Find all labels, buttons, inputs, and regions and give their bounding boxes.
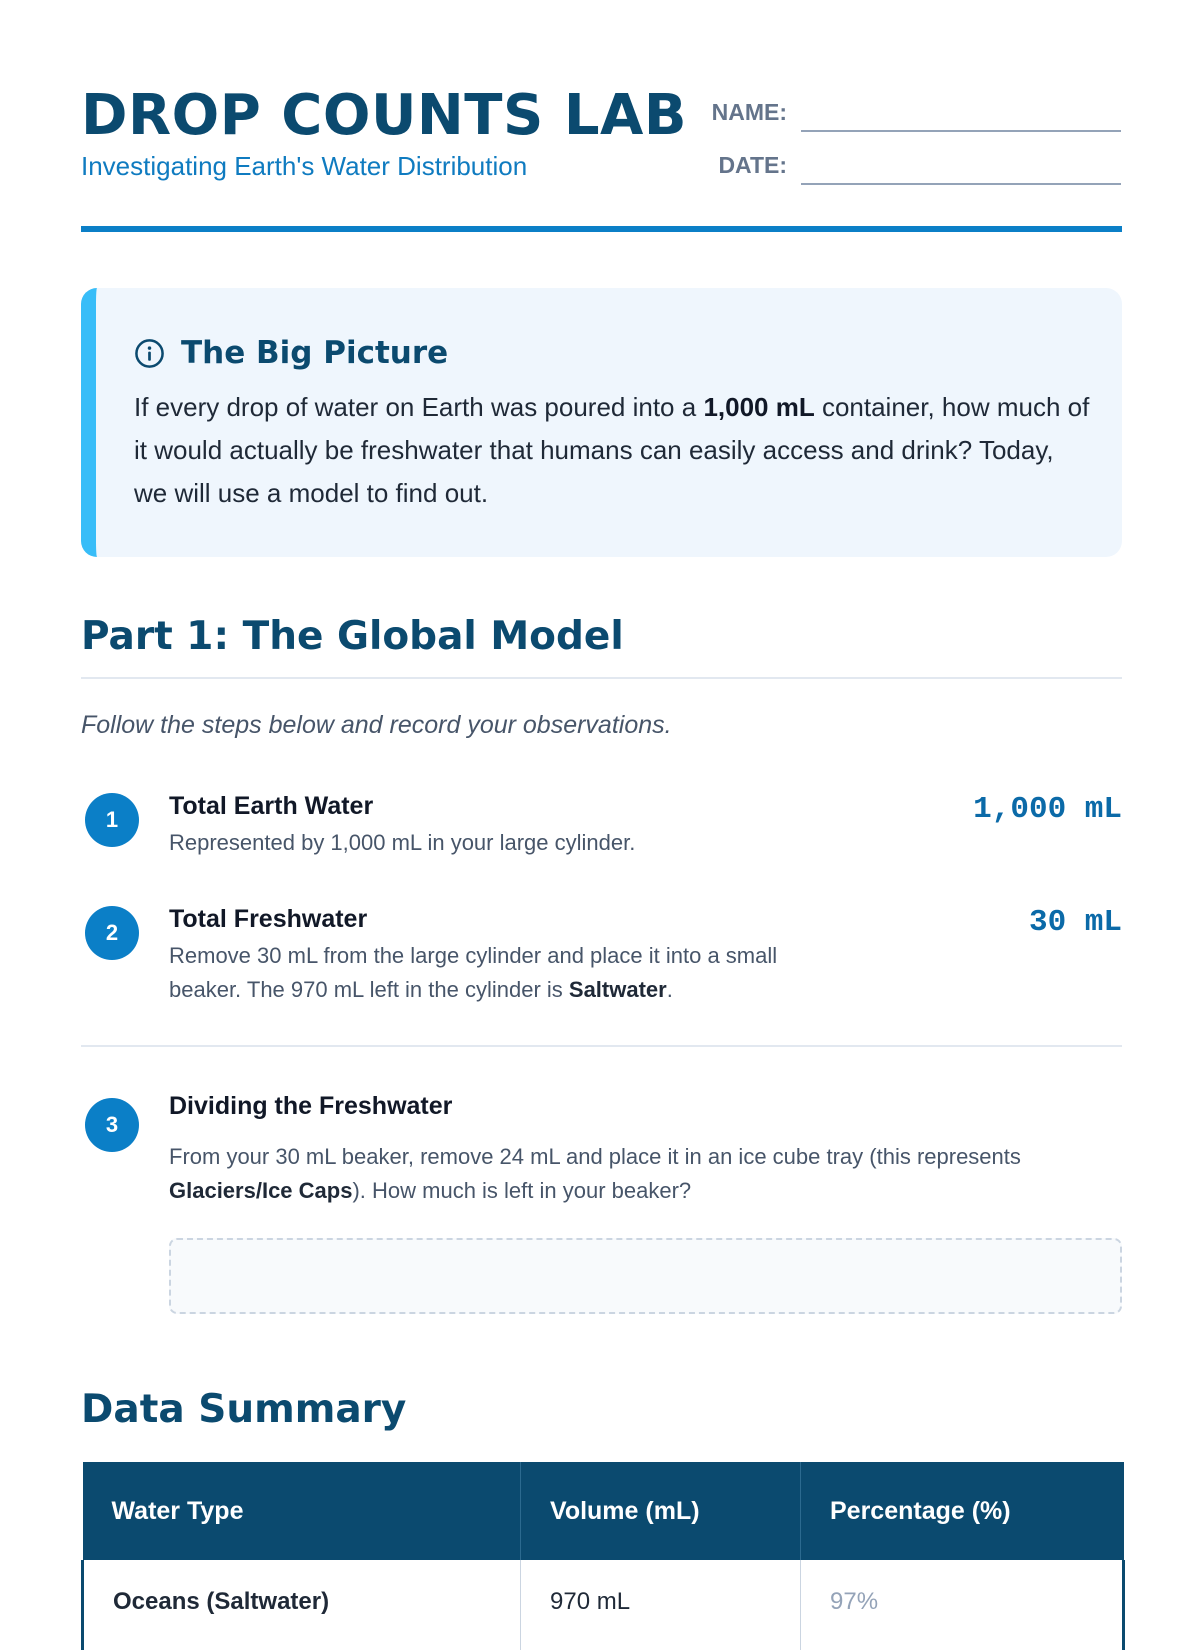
name-label: NAME: [711,99,787,125]
info-icon [134,338,165,369]
step-description-text-end: . [666,977,673,1002]
step-description: Represented by 1,000 mL in your large cylinder. [169,830,636,855]
callout-header [134,333,448,373]
callout-body-emphasis: 1,000 mL [703,392,815,422]
header-divider [81,226,1122,232]
cell-water-type: Oceans (Saltwater) [83,1560,521,1650]
summary-table [81,1462,1125,1650]
cell-volume[interactable]: 970 mL [521,1560,801,1650]
part1-title: Part 1: The Global Model [81,614,624,659]
page-title: DROP COUNTS LAB [81,83,688,148]
step-description [169,939,819,1007]
step-number-badge: 1 [85,793,139,847]
step-number-badge: 2 [85,906,139,960]
big-picture-callout [81,288,1122,557]
page-subtitle: Investigating Earth's Water Distribution [81,151,528,181]
callout-body-text-end: container, how much of it would actually be freshwater that humans can easily access and drink? Today, we will use a model to find out. [134,392,1090,508]
step-value: 30 mL [1028,905,1122,940]
callout-title: The Big Picture [181,335,449,371]
step-description-emphasis: Saltwater [568,977,667,1002]
date-field[interactable] [801,183,1121,185]
step-title: Total Earth Water [169,792,374,820]
step-title: Total Freshwater [169,905,368,933]
table-row [83,1560,1124,1650]
worksheet-page [81,0,1122,1615]
name-field[interactable] [801,130,1121,132]
callout-body [134,386,1094,515]
step-number-badge: 3 [85,1098,139,1152]
step-description-text: From your 30 mL beaker, remove 24 mL and place it in an ice cube tray (this represents [169,1144,1021,1169]
column-header-water-type: Water Type [83,1462,521,1560]
data-summary-table [81,1462,1122,1650]
table-header-row [83,1462,1124,1560]
step-title: Dividing the Freshwater [169,1092,453,1120]
step-value: 1,000 mL [973,792,1122,827]
callout-body-text: If every drop of water on Earth was poured into a [134,392,704,422]
step-description [169,1140,1069,1208]
steps-divider [81,1045,1122,1047]
step-description-text: Remove 30 mL from the large cylinder and place it into a small beaker. The 970 mL left in the cylinder is [169,943,778,1002]
part1-instructions: Follow the steps below and record your observations. [81,711,672,739]
step-description-text-end: ). How much is left in your beaker? [352,1178,692,1203]
step-description-emphasis: Glaciers/Ice Caps [169,1178,353,1203]
worksheet-header [81,0,1122,232]
step-3-answer-box[interactable] [169,1238,1122,1314]
cell-percentage[interactable]: 97% [801,1560,1124,1650]
column-header-volume: Volume (mL) [521,1462,801,1560]
data-summary-title: Data Summary [81,1387,407,1432]
date-label: DATE: [718,152,787,178]
column-header-percentage: Percentage (%) [801,1462,1124,1560]
part1-divider [81,677,1122,679]
